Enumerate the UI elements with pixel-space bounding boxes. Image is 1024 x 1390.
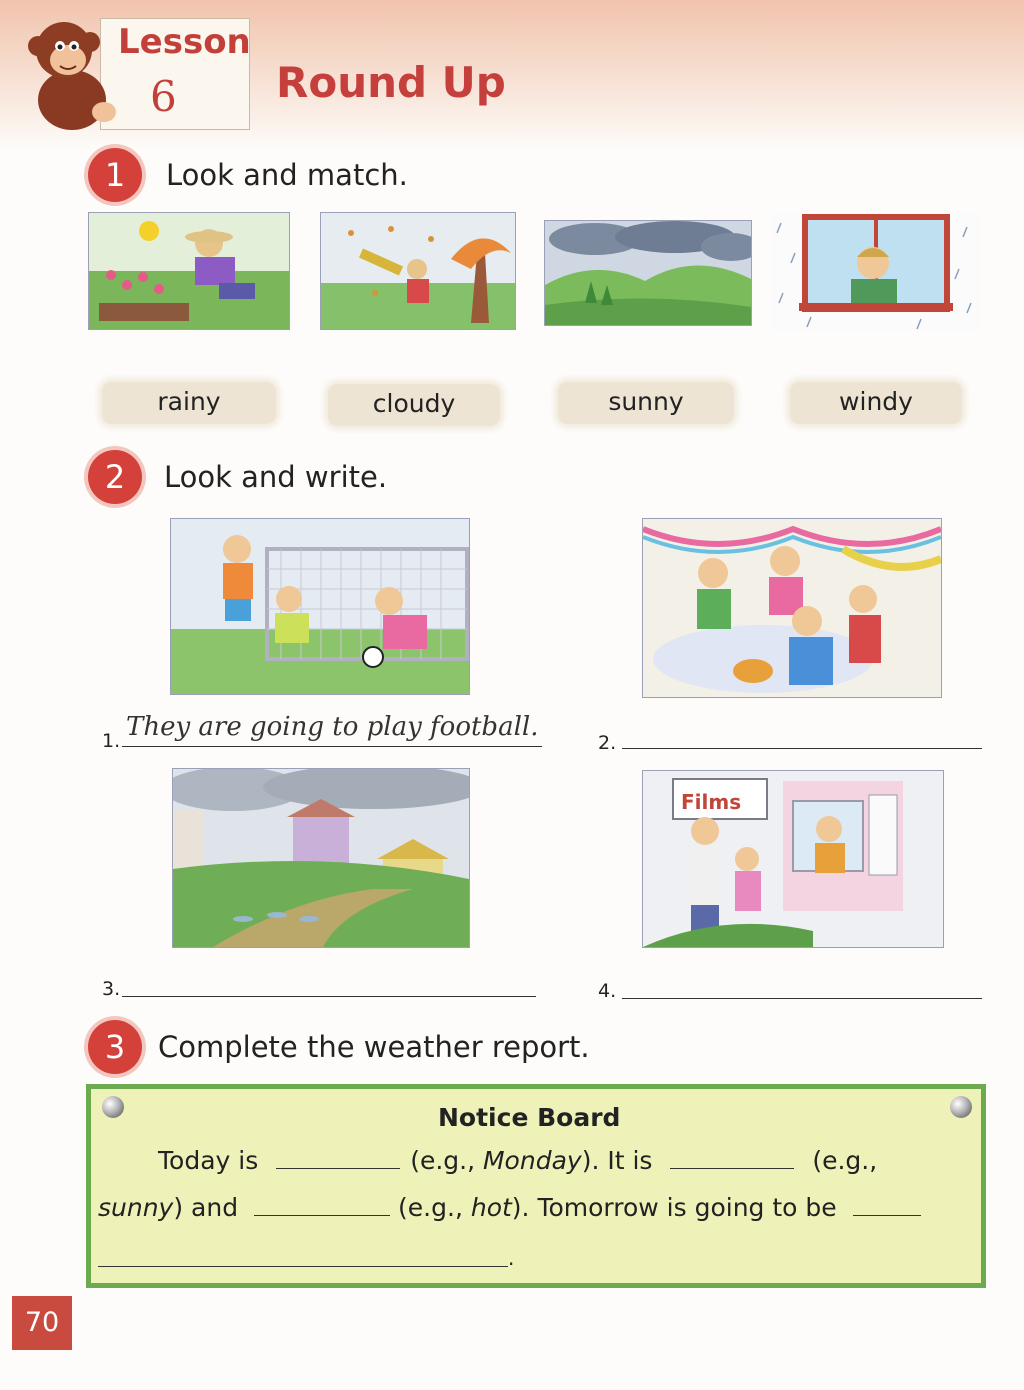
boy-window-rain-icon	[770, 212, 982, 332]
word-tab-windy[interactable]: windy	[790, 382, 962, 424]
report-line-1	[158, 1146, 877, 1175]
films-sign-text: Films	[681, 790, 742, 814]
monkey-mascot-icon	[24, 12, 120, 134]
weather-blank[interactable]	[670, 1148, 794, 1169]
report-tomorrow-label: ). Tomorrow is going to be	[511, 1193, 837, 1222]
tomorrow-blank-start[interactable]	[853, 1195, 921, 1216]
notice-board-title: Notice Board	[438, 1103, 621, 1132]
page-number: 70	[12, 1296, 72, 1350]
children-party-picture-icon	[642, 518, 942, 698]
example-prefix-3: (e.g.,	[398, 1193, 471, 1222]
example-hot: hot	[470, 1193, 512, 1222]
lesson-number: 6	[150, 72, 177, 121]
example-sunny: sunny	[98, 1193, 174, 1222]
item-1-number: 1.	[102, 730, 121, 752]
pin-left-icon	[102, 1096, 124, 1118]
example-prefix: (e.g.,	[410, 1146, 483, 1175]
temperature-blank[interactable]	[254, 1195, 390, 1216]
item-3-write-line[interactable]	[122, 996, 536, 997]
section-1-number: 1	[88, 148, 142, 202]
example-prefix-2: (e.g.,	[812, 1146, 878, 1175]
report-it-is-label: ). It is	[581, 1146, 653, 1175]
windy-umbrella-icon	[320, 212, 516, 330]
cinema-ticket-picture-icon	[642, 770, 944, 948]
section-3-number: 3	[88, 1020, 142, 1074]
boys-football-picture-icon	[170, 518, 470, 695]
item-2-number: 2.	[598, 732, 617, 754]
cloudy-village-picture-icon	[172, 768, 470, 948]
page-title: Round Up	[276, 58, 506, 107]
day-blank[interactable]	[276, 1148, 400, 1169]
tomorrow-blank-line[interactable]	[98, 1266, 508, 1267]
word-tab-cloudy[interactable]: cloudy	[328, 384, 500, 426]
report-today-label: Today is	[158, 1146, 259, 1175]
section-2-title: Look and write.	[164, 460, 388, 494]
word-tab-sunny[interactable]: sunny	[558, 382, 734, 424]
item-1-answer: They are going to play football.	[126, 712, 539, 742]
lesson-label: Lesson	[118, 22, 251, 62]
report-line-2	[98, 1193, 921, 1222]
section-3-title: Complete the weather report.	[158, 1030, 590, 1064]
item-4-write-line[interactable]	[622, 998, 982, 999]
word-tab-rainy[interactable]: rainy	[102, 382, 276, 424]
item-1-write-line[interactable]	[122, 746, 542, 747]
girl-gardening-sun-icon	[88, 212, 290, 330]
report-period: .	[508, 1246, 515, 1270]
section-1-title: Look and match.	[166, 158, 408, 192]
item-2-write-line[interactable]	[622, 748, 982, 749]
pin-right-icon	[950, 1096, 972, 1118]
example-monday: Monday	[482, 1146, 582, 1175]
report-and-label: ) and	[173, 1193, 239, 1222]
section-2-number: 2	[88, 450, 142, 504]
cloudy-hills-icon	[544, 220, 752, 326]
item-4-number: 4.	[598, 980, 617, 1002]
item-3-number: 3.	[102, 978, 121, 1000]
